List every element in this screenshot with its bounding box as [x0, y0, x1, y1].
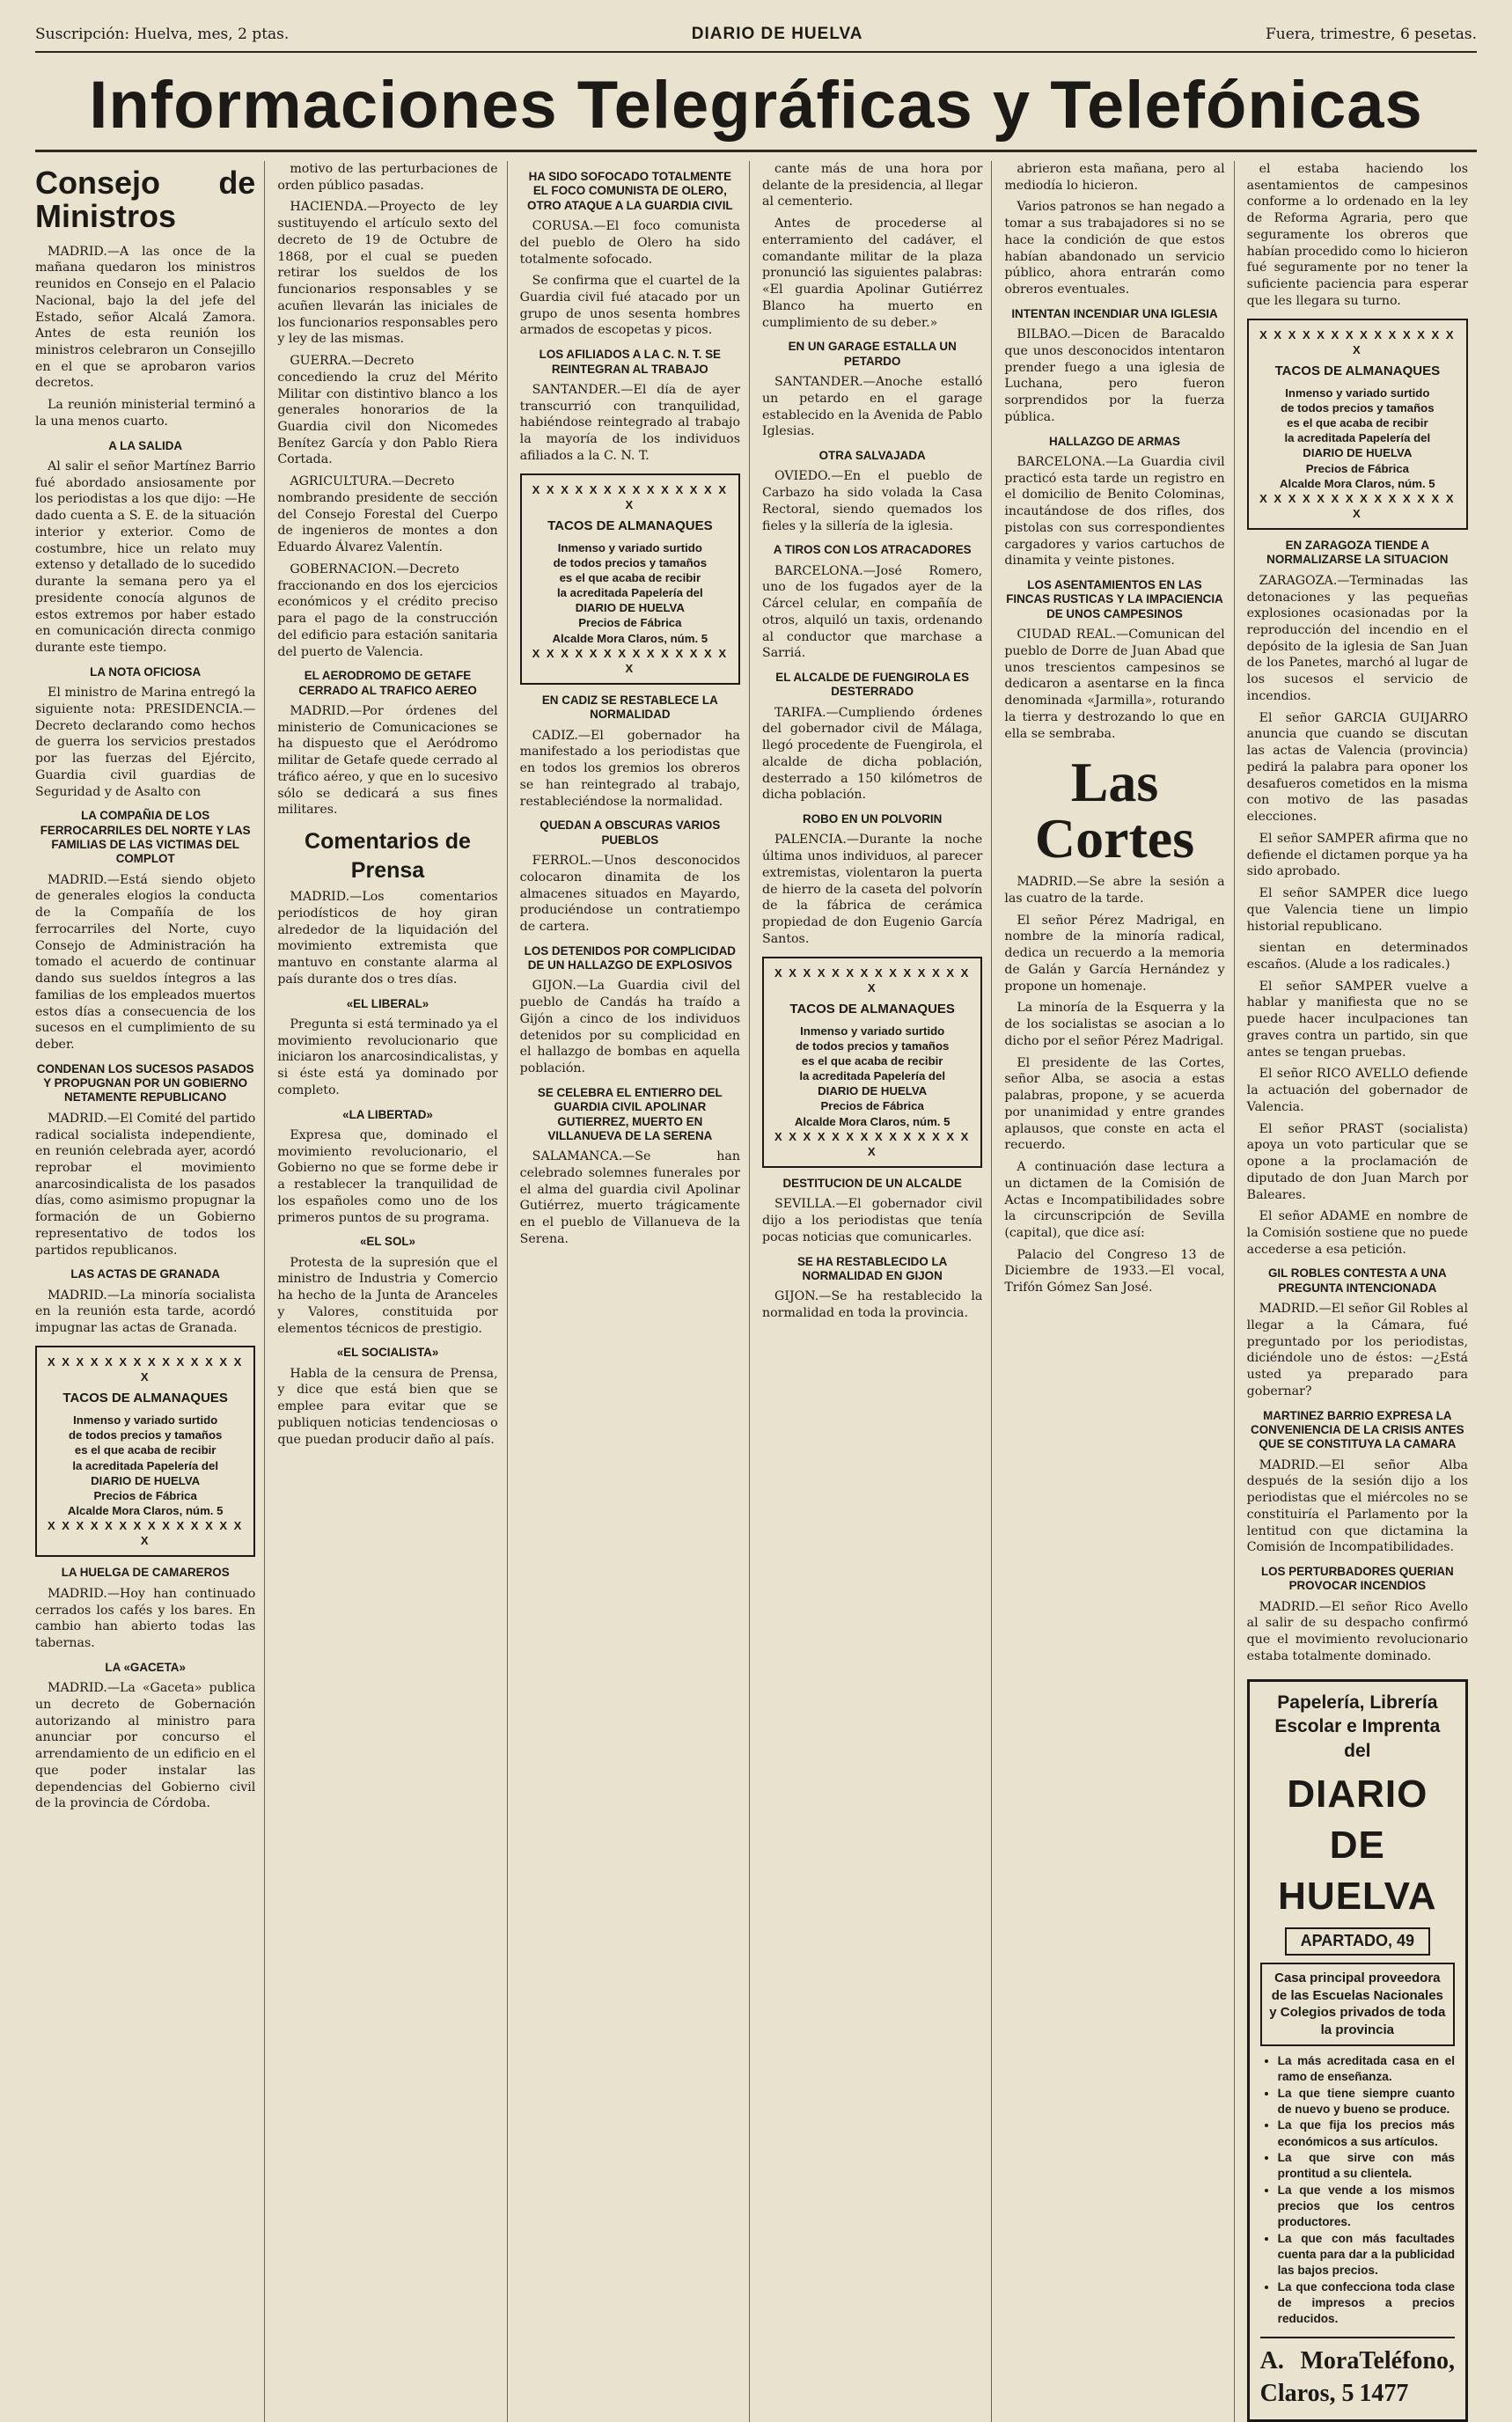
article-paragraph: FERROL.—Unos desconocidos colocaron dinamita de los almacenes situados en Mayardo, produciéndose un contratiempo de cartera.: [519, 854, 740, 935]
article-paragraph: GUERRA.—Decreto concediendo la cruz del Mérito Militar con distintivo blanco a los generales honorarios de la Guardia civil don Nicomedes Benítez García y don Pablo Riera Cortada.: [277, 354, 498, 467]
ad-phone: Teléfono, 1477: [1359, 2346, 1455, 2407]
article-paragraph: BILBAO.—Dicen de Baracaldo que unos desconocidos intentaron prender fuego a una iglesia de Luchana, pero fueron sorprendidos por la fuerza pública.: [1004, 327, 1225, 424]
article-paragraph: OVIEDO.—En el pueblo de Carbazo ha sido volada la Casa Rectoral, siendo quemados los fieles y la sillería de la iglesia.: [762, 469, 983, 533]
article-paragraph: Varios patronos se han negado a tomar a sus trabajadores si no se hace la condición de que estos habían abandonado un servicio público, ahora entrarán como obreros eventuales.: [1004, 200, 1225, 297]
headline-comentarios: Comentarios de Prensa: [305, 829, 471, 884]
article-paragraph: SANTANDER.—Anoche estalló un petardo en el garage establecido en la Avenida de Pablo Iglesias.: [762, 375, 983, 439]
subheading: A TIROS CON LOS ATRACADORES: [773, 543, 972, 557]
subheading: DESTITUCION DE UN ALCALDE: [782, 1177, 962, 1191]
subheading: GIL ROBLES CONTESTA A UNA PREGUNTA INTENCIONADA: [1268, 1266, 1447, 1295]
article-paragraph: El presidente de las Cortes, señor Alba, se asocia a estas palabras, propone, y se acuerda por unanimidad y entre grandes aplausos, que conste en acta el recuerdo.: [1004, 1055, 1225, 1153]
article-paragraph: GIJON.—La Guardia civil del pueblo de Candás ha traído a Gijón a cinco de los individuos detenidos por su complicidad en el hallazgo de bombas en aquella población.: [519, 979, 740, 1076]
article-paragraph: CORUSA.—El foco comunista del pueblo de Olero ha sido totalmente sofocado.: [519, 219, 740, 267]
subheading: LA COMPAÑIA DE LOS FERROCARRILES DEL NORTE Y LAS FAMILIAS DE LAS VICTIMAS DEL COMPLOT: [40, 809, 251, 866]
subheading: «EL SOL»: [359, 1235, 415, 1249]
article-paragraph: MADRID.—Los comentarios periodísticos de hoy giran alrededor de la liquidación del movimiento extremista que mantuvo en constante alarma al país durante dos o tres días.: [277, 890, 498, 987]
subscription-outside: Fuera, trimestre, 6 pesetas.: [1265, 26, 1477, 43]
column-4: [762, 161, 992, 2422]
article-paragraph: MADRID.—Se abre la sesión a las cuatro de la tarde.: [1004, 875, 1225, 906]
article-paragraph: MADRID.—La «Gaceta» publica un decreto de Gobernación autorizando al ministro para anunciar por concurso el arrendamiento de un edificio en el que poder instalar las dependencias del Gobierno civil de la provincia de Córdoba.: [35, 1681, 256, 1811]
subheading: LA NOTA OFICIOSA: [90, 664, 202, 679]
article-paragraph: La minoría de la Esquerra y la de los socialistas se asocian a lo dicho por el señor Pérez Madrigal.: [1004, 1001, 1225, 1048]
subheading: «LA LIBERTAD»: [342, 1107, 433, 1121]
almanac-ad: X X X X X X X X X X X X X X X TACOS DE ALMANAQUES Inmenso y variado surtido de todos precios y tamaños es el que acaba de recibir la acreditada Papelería del DIARIO DE HUELVA Precios de Fábrica Alcalde Mora Claros, núm. 5 X X X X X X X X X X X X X X X: [35, 1346, 255, 1558]
article-paragraph: MADRID.—El señor Alba después de la sesión dijo a los periodistas que el miércoles no se constituiría el Parlamento por la lentitud con que dictamina la Comisión de Incompatibilidades.: [1246, 1457, 1468, 1555]
article-paragraph: MADRID.—Hoy han continuado cerrados los cafés y los bares. En cambio han abierto todas las tabernas.: [35, 1586, 256, 1651]
article-paragraph: motivo de las perturbaciones de orden público pasadas.: [277, 162, 498, 193]
subheading: EN UN GARAGE ESTALLA UN PETARDO: [788, 340, 957, 368]
article-paragraph: GIJON.—Se ha restablecido la normalidad en toda la provincia.: [762, 1289, 983, 1321]
subheading: ROBO EN UN POLVORIN: [803, 812, 943, 826]
newspaper-name: DIARIO DE HUELVA: [691, 25, 863, 43]
divider: [35, 150, 1477, 152]
article-paragraph: CADIZ.—El gobernador ha manifestado a los periodistas que en todos los gremios los obreros se han reintegrado al trabajo, restableciéndose la normalidad.: [519, 728, 740, 809]
article-paragraph: SALAMANCA.—Se han celebrado solemnes funerales por el alma del guardia civil Apolinar Gutiérrez, muerto trágicamente en el pueblo de Villanueva de la Serena.: [519, 1149, 740, 1246]
subheading: «EL SOCIALISTA»: [336, 1346, 439, 1360]
article-paragraph: Palacio del Congreso 13 de Diciembre de 1933.—El vocal, Trifón Gómez San José.: [1004, 1247, 1225, 1295]
article-paragraph: sientan en determinados escaños. (Alude a los radicales.): [1246, 941, 1468, 972]
article-paragraph: El señor GARCIA GUIJARRO anuncia que cuando se discutan las actas de Valencia (provincia) pedirá la palabra para oponer los desafueros cometidos en la misma con motivo de las pasadas elecciones.: [1246, 710, 1468, 825]
subheading: LOS ASENTAMIENTOS EN LAS FINCAS RUSTICAS Y LA IMPACIENCIA DE UNOS CAMPESINOS: [1006, 578, 1223, 620]
article-paragraph: La reunión ministerial terminó a la una menos cuarto.: [35, 398, 256, 429]
subheading: HA SIDO SOFOCADO TOTALMENTE EL FOCO COMUNISTA DE OLERO, OTRO ATAQUE A LA GUARDIA CIVIL: [527, 170, 733, 212]
article-paragraph: cante más de una hora por delante de la presidencia, al llegar al cementerio.: [762, 162, 983, 209]
article-paragraph: Antes de procederse al enterramiento del cadáver, el comandante militar de la plaza pronunció las siguientes palabras: «El guardia Apolinar Gutiérrez Blanco ha muerto en cumplimiento de su deber.»: [762, 217, 983, 330]
article-paragraph: El señor ADAME en nombre de la Comisión sostiene que no puede accederse a esa petición.: [1246, 1209, 1468, 1257]
subheading: SE HA RESTABLECIDO LA NORMALIDAD EN GIJON: [796, 1254, 948, 1282]
subheading: OTRA SALVAJADA: [818, 448, 926, 462]
article-paragraph: A continuación dase lectura a un dictamen de la Comisión de Actas e Incompatibilidades sobre la circunscripción de Sevilla (capital), que dice así:: [1004, 1160, 1225, 1240]
almanac-ad: X X X X X X X X X X X X X X X TACOS DE ALMANAQUES Inmenso y variado surtido de todos precios y tamaños es el que acaba de recibir la acreditada Papelería del DIARIO DE HUELVA Precios de Fábrica Alcalde Mora Claros, núm. 5 X X X X X X X X X X X X X X X: [1247, 319, 1468, 531]
article-paragraph: GOBERNACION.—Decreto fraccionando en dos los ejercicios económicos y el crédito preciso para el pago de la construcción del edificio para estación sanitaria del puerto de Valencia.: [277, 561, 498, 659]
subheading: SE CELEBRA EL ENTIERRO DEL GUARDIA CIVIL APOLINAR GUTIERREZ, MUERTO EN VILLANUEVA DE LA SERENA: [537, 1085, 723, 1142]
subheading: LAS ACTAS DE GRANADA: [70, 1267, 220, 1281]
stationery-ad: Papelería, Librería Escolar e Imprenta del DIARIO DE HUELVA APARTADO, 49 Casa principal proveedora de las Escuelas Nacionales y Colegios privados de toda la provincia • La más acreditada casa en el ramo de enseñanza. • La que tiene siempre cuanto de nuevo y bueno se produce. • La que fija los precios más económicos a sus artículos. • La que sirve con más prontitud a su clientela. • La que vende a los mismos precios que los centros productores. • La que con más facultades cuenta para dar a la publicidad las bajos precios. • La que confecciona toda clase de impresos a precios reducidos. A. Mora Claros, 5 Teléfono, 1477: [1247, 1679, 1468, 2422]
article-paragraph: El señor RICO AVELLO defiende la actuación del gobernador de Valencia.: [1246, 1067, 1468, 1114]
article-paragraph: El señor SAMPER afirma que no defiende el dictamen porque ya ha sido aprobado.: [1246, 831, 1468, 879]
article-paragraph: abrieron esta mañana, pero al mediodía lo hicieron.: [1004, 162, 1225, 193]
subheading: LOS PERTURBADORES QUERIAN PROVOCAR INCENDIOS: [1260, 1564, 1454, 1593]
subheading: EN CADIZ SE RESTABLECE LA NORMALIDAD: [541, 694, 718, 722]
article-paragraph: MADRID.—El señor Rico Avello al salir de su despacho confirmó que el movimiento revolucionario estaba totalmente dominado.: [1246, 1599, 1468, 1663]
subheading: MARTINEZ BARRIO EXPRESA LA CONVENIENCIA DE LA CRISIS ANTES QUE SE CONSTITUYA LA CAMARA: [1251, 1408, 1464, 1451]
article-paragraph: Al salir el señor Martínez Barrio fué abordado ansiosamente por los periodistas a los que dijo: —He dado cuenta a S. E. de la situación interior y exterior. Como de costumbre, hice un relato muy extenso y detallado de lo sucedido durante la semana pero ya el presidente conocía algunos de estos extremos por haber estado en comunicación directa conmigo durante este tiempo.: [35, 459, 256, 656]
headline-consejo: Consejo de Ministros: [35, 165, 256, 234]
article-paragraph: BARCELONA.—La Guardia civil practicó esta tarde un registro en el domicilio de Benito Colominas, incautándose de dos rifles, dos pistolas con sus correspondientes cargadores y varios cartuchos de dinamita y veinte pistones.: [1004, 454, 1225, 569]
article-paragraph: El señor SAMPER dice luego que Valencia tiene un limpio historial republicano.: [1246, 886, 1468, 934]
subheading: A LA SALIDA: [108, 438, 183, 452]
subheading: EL ALCALDE DE FUENGIROLA ES DESTERRADO: [775, 671, 970, 699]
article-paragraph: MADRID.—El Comité del partido radical socialista independiente, en reunión celebrada ayer, acordó reprobar el movimiento anarcosindicalista de los pasados días, como asimismo propugnar la formación de un Gobierno representativo de todos los partidos republicanos.: [35, 1111, 256, 1258]
subheading: QUEDAN A OBSCURAS VARIOS PUEBLOS: [539, 818, 721, 847]
article-paragraph: El señor Pérez Madrigal, en nombre de la minoría radical, dedica un recuerdo a la memoria de Galán y García Hernández y propone un homenaje.: [1004, 913, 1225, 994]
article-paragraph: MADRID.—Por órdenes del ministerio de Comunicaciones se ha dispuesto que el Aeródromo militar de Getafe quede cerrado al tráfico aéreo, y que en lo sucesivo sólo se dedicará a sus fines militares.: [277, 703, 498, 818]
article-paragraph: SANTANDER.—El día de ayer transcurrió con tranquilidad, habiéndose reintegrado al trabajo la mayoría de los individuos afiliados a la C. N. T.: [519, 382, 740, 463]
article-paragraph: el estaba haciendo los asentamientos de campesinos conforme a lo ordenado en la ley de Reforma Agraria, pero que seguramente los obreros que habían procedido como lo hicieron fué seguramente por no tener la suficiente paciencia para esperar que les llegara su turno.: [1246, 162, 1468, 308]
article-paragraph: El ministro de Marina entregó la siguiente nota: PRESIDENCIA.—Decreto declarando como hechos de guerra los servicios prestados por las fuerzas del Ejército, Guardia civil guardias de Seguridad y de Asalto con: [35, 686, 256, 799]
subheading: LA «GACETA»: [105, 1660, 186, 1674]
article-paragraph: HACIENDA.—Proyecto de ley sustituyendo el artículo sexto del decreto de 19 de Octubre de 1868, por el cual se pueden retirar los sueldos de los funcionarios responsables y se acuñen llevarán las iniciales de los funcionarios responsables pero y ley de las mismas.: [277, 200, 498, 347]
top-bar: [35, 25, 1477, 53]
subheading: LOS DETENIDOS POR COMPLICIDAD DE UN HALLAZGO DE EXPLOSIVOS: [524, 943, 736, 972]
article-paragraph: MADRID.—A las once de la mañana quedaron los ministros reunidos en Consejo en el Palacio Nacional, bajo la del jefe del Estado, señor Alcalá Zamora. Antes de esta reunión los ministros celebraron un Consejillo en el que se aprobaron varios decretos.: [35, 244, 256, 391]
subheading: HALLAZGO DE ARMAS: [1048, 434, 1180, 448]
subheading: «EL LIBERAL»: [346, 996, 429, 1010]
article-paragraph: BARCELONA.—José Romero, uno de los fugados ayer de la Cárcel celular, en compañía de otros, alquiló un taxis, ordenando al conductor que marchase a Sarriá.: [762, 563, 983, 661]
article-paragraph: Expresa que, dominado el movimiento revolucionario, el Gobierno no que se forme debe ir a restablecer la tranquilidad de los españoles como uno de los primeros puntos de su programa.: [277, 1127, 498, 1225]
article-paragraph: Se confirma que el cuartel de la Guardia civil fué atacado por un grupo de unos sesenta hombres armados de escopetas y picos.: [519, 274, 740, 338]
headline-las-cortes: Las Cortes: [1034, 751, 1195, 870]
article-paragraph: CIUDAD REAL.—Comunican del pueblo de Dorre de Juan Abad que unos trescientos campesinos se dedicaron a asentarse en la finca denominada «Jarmilla», roturando la tierra y destrozando lo que en ella se sembraba.: [1004, 628, 1225, 741]
article-paragraph: SEVILLA.—El gobernador civil dijo a los periodistas que tenía pocas noticias que comunicarles.: [762, 1197, 983, 1244]
article-paragraph: Protesta de la supresión que el ministro de Industria y Comercio ha hecho de la Junta de Aranceles y Valores, constituida por elementos técnicos de prestigio.: [277, 1255, 498, 1336]
almanac-ad: X X X X X X X X X X X X X X X TACOS DE ALMANAQUES Inmenso y variado surtido de todos precios y tamaños es el que acaba de recibir la acreditada Papelería del DIARIO DE HUELVA Precios de Fábrica Alcalde Mora Claros, núm. 5 X X X X X X X X X X X X X X X: [762, 957, 982, 1169]
subscription-local: Suscripción: Huelva, mes, 2 ptas.: [35, 26, 290, 43]
article-paragraph: PALENCIA.—Durante la noche última unos individuos, al parecer extremistas, violentaron la puerta de hierro de la caseta del polvorín de la fábrica de cerámica propiedad de don Eugenio García Santos.: [762, 833, 983, 946]
article-paragraph: MADRID.—Está siendo objeto de generales elogios la conducta de la Compañía de los ferrocarriles del Norte, cuyo Consejo de Administración ha tomado el acuerdo de continuar dando sus sueldos íntegros a las familias de los empleados muertos estos días a consecuencia de los sucesos en el cumplimiento de su deber.: [35, 872, 256, 1053]
column-2: [277, 161, 507, 2422]
column-5: [1004, 161, 1234, 2422]
article-paragraph: TARIFA.—Cumpliendo órdenes del gobernador civil de Málaga, llegó procedente de Fuengirola, el alcalde de dicha población, desterrado a 150 kilómetros de dicha población.: [762, 705, 983, 803]
subheading: LOS AFILIADOS A LA C. N. T. SE REINTEGRAN AL TRABAJO: [539, 348, 721, 376]
ad-address: A. Mora Claros, 5: [1259, 2346, 1360, 2407]
article-paragraph: AGRICULTURA.—Decreto nombrando presidente de sección del Consejo Forestal del Cuerpo de ingenieros de montes a don Eduardo Álvarez Valentín.: [277, 474, 498, 555]
subheading: INTENTAN INCENDIAR UNA IGLESIA: [1011, 306, 1218, 320]
column-3: [520, 161, 750, 2422]
ad-list: • La más acreditada casa en el ramo de enseñanza. • La que tiene siempre cuanto de nuevo y bueno se produce. • La que fija los precios más económicos a sus artículos. • La que sirve con más prontitud a su clientela. • La que vende a los mismos precios que los centros productores. • La que con más facultades cuenta para dar a la publicidad las bajos precios. • La que confecciona toda clase de impresos a precios reducidos.: [1260, 2053, 1455, 2328]
subheading: EL AERODROMO DE GETAFE CERRADO AL TRAFICO AEREO: [298, 669, 477, 697]
article-paragraph: MADRID.—La minoría socialista en la reunión esta tarde, acordó impugnar las actas de Granada.: [35, 1288, 256, 1336]
column-1: [35, 161, 265, 2422]
columns: [35, 161, 1477, 2407]
column-6: [1247, 161, 1477, 2422]
subheading: EN ZARAGOZA TIENDE A NORMALIZARSE LA SITUACION: [1266, 539, 1449, 567]
article-paragraph: Pregunta si está terminado ya el movimiento revolucionario que iniciaron los anarcosindicalistas, y si éste está ya dominado por completo.: [277, 1017, 498, 1097]
article-paragraph: Habla de la censura de Prensa, y dice que está bien que se emplee para evitar que se publiquen noticias tendenciosas o que puedan producir daño al país.: [277, 1366, 498, 1447]
article-paragraph: El señor PRAST (socialista) apoya un voto particular que se opone a la proclamación de diputado de don Juan March por Baleares.: [1246, 1121, 1468, 1202]
article-paragraph: El señor SAMPER vuelve a hablar y manifiesta que no se puede hacer inculpaciones tan graves contra un partido, sin que antes se tengan pruebas.: [1246, 979, 1468, 1060]
subheading: CONDENAN LOS SUCESOS PASADOS Y PROPUGNAN POR UN GOBIERNO NETAMENTE REPUBLICANO: [36, 1061, 254, 1105]
article-paragraph: ZARAGOZA.—Terminadas las detonaciones y las pequeñas explosiones ocasionadas por la reproducción del incendio en el depósito de la iglesia de San Juan de los Panetes, marchó al lugar de los sucesos el servicio de incendios.: [1246, 573, 1468, 703]
subheading: LA HUELGA DE CAMAREROS: [61, 1566, 230, 1580]
article-paragraph: MADRID.—El señor Gil Robles al llegar a la Cámara, fué preguntado por los periodistas, diciéndole uno de éstos: —¿Está usted ya preparado para gobernar?: [1246, 1302, 1468, 1398]
page-title: Informaciones Telegráficas y Telefónicas: [89, 68, 1423, 143]
almanac-ad: X X X X X X X X X X X X X X X TACOS DE ALMANAQUES Inmenso y variado surtido de todos precios y tamaños es el que acaba de recibir la acreditada Papelería del DIARIO DE HUELVA Precios de Fábrica Alcalde Mora Claros, núm. 5 X X X X X X X X X X X X X X X: [520, 473, 740, 686]
